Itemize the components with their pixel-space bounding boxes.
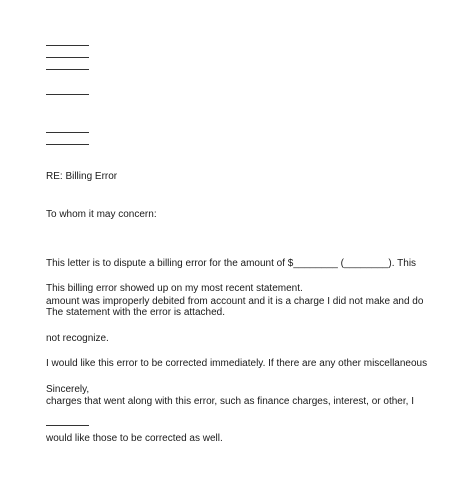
paragraph-line: This letter is to dispute a billing error for the amount of $________ (________). This — [46, 258, 417, 269]
paragraph-line: amount was improperly debited from account and it is a charge I did not make and do — [46, 295, 424, 307]
paragraph-line: I would like this error to be corrected immediately. If there are any other miscellaneous — [46, 358, 428, 369]
recipient-name-blank — [46, 132, 89, 133]
paragraph-statement: This billing error showed up on my most recent statement. — [46, 283, 303, 294]
salutation: To whom it may concern: — [46, 209, 157, 220]
subject-line: RE: Billing Error — [46, 171, 118, 182]
date-blank — [46, 94, 89, 95]
paragraph-line: would like those to be corrected as well. — [46, 433, 223, 444]
sender-address-blank — [46, 57, 89, 58]
paragraph-correction-request — [46, 333, 456, 471]
signature-blank — [46, 425, 89, 426]
paragraph-line: not recognize. — [46, 333, 109, 344]
paragraph-attachment: The statement with the error is attached. — [46, 307, 225, 318]
recipient-address-blank — [46, 144, 89, 145]
sender-city-blank — [46, 69, 89, 70]
closing: Sincerely, — [46, 384, 90, 395]
paragraph-line: charges that went along with this error, such as finance charges, interest, or other, I — [46, 395, 414, 407]
sender-name-blank — [46, 45, 89, 46]
